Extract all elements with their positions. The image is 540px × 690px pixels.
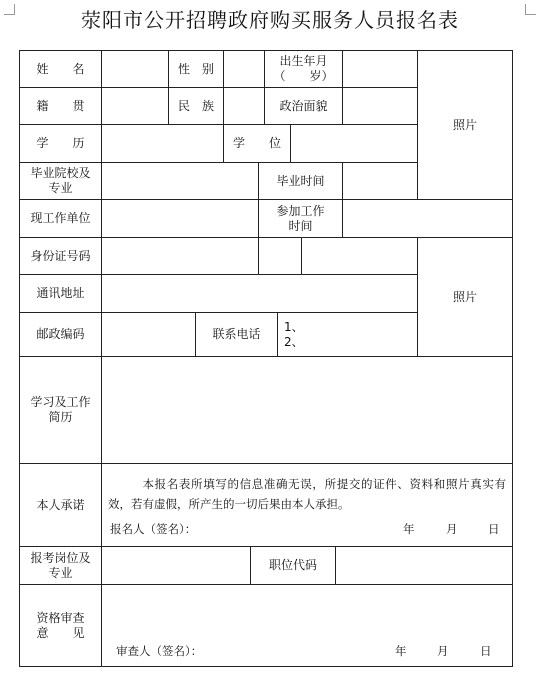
phone-field[interactable]: 1、 2、 [277, 312, 418, 357]
postcode-field[interactable] [101, 312, 196, 357]
address-field[interactable] [101, 274, 418, 313]
position-code-field[interactable] [335, 546, 513, 585]
phone-label: 联系电话 [195, 312, 278, 357]
birth-field[interactable] [342, 50, 418, 88]
native-place-field[interactable] [101, 87, 169, 125]
education-field[interactable] [101, 124, 224, 163]
photo-box-2[interactable]: 照片 [417, 237, 513, 357]
review-year-label: 年 [395, 644, 407, 658]
name-label: 姓 名 [19, 50, 102, 88]
reviewer-signature-label[interactable]: 审查人（签名）： [116, 644, 203, 658]
political-status-label: 政治面貌 [264, 87, 343, 125]
birth-label: 出生年月 （ 岁） [264, 50, 343, 88]
education-label: 学 历 [19, 124, 102, 163]
position-field[interactable] [101, 546, 251, 585]
graduation-time-field[interactable] [342, 162, 418, 200]
id-number-field[interactable] [101, 237, 259, 275]
degree-field[interactable] [290, 124, 418, 163]
applicant-signature-label[interactable]: 报名人（签名）： [110, 522, 197, 536]
photo-box-1[interactable]: 照片 [417, 50, 513, 200]
ethnicity-field[interactable] [223, 87, 265, 125]
school-major-field[interactable] [101, 162, 259, 200]
id-number-extra-field-2[interactable] [301, 237, 418, 275]
school-major-label: 毕业院校及 专业 [19, 162, 102, 200]
ethnicity-label: 民 族 [168, 87, 224, 125]
gender-label: 性 别 [168, 50, 224, 88]
name-field[interactable] [101, 50, 169, 88]
review-month-label: 月 [437, 644, 449, 658]
work-start-label: 参加工作 时间 [258, 199, 343, 238]
id-number-label: 身份证号码 [19, 237, 102, 275]
workplace-label: 现工作单位 [19, 199, 102, 238]
graduation-time-label: 毕业时间 [258, 162, 343, 200]
postcode-label: 邮政编码 [19, 312, 102, 357]
position-label: 报考岗位及 专业 [19, 546, 102, 585]
review-label: 资格审查 意 见 [19, 584, 102, 667]
id-number-extra-field[interactable] [258, 237, 302, 275]
gender-field[interactable] [223, 50, 265, 88]
workplace-field[interactable] [101, 199, 259, 238]
work-start-field[interactable] [342, 199, 513, 238]
position-code-label: 职位代码 [250, 546, 336, 585]
applicant-day-label: 日 [488, 522, 500, 536]
applicant-year-label: 年 [403, 522, 415, 536]
commitment-text: 本报名表所填写的信息准确无误，所提交的证件、资料和照片真实有效，若有虚假，所产生的一切后果由本人承担。 [108, 477, 506, 511]
resume-label: 学习及工作 简历 [19, 356, 102, 464]
commitment-label: 本人承诺 [19, 463, 102, 547]
applicant-month-label: 月 [446, 522, 458, 536]
form-title: 荥阳市公开招聘政府购买服务人员报名表 [81, 8, 459, 32]
political-status-field[interactable] [342, 87, 418, 125]
degree-label: 学 位 [223, 124, 291, 163]
resume-field[interactable] [101, 356, 513, 464]
native-place-label: 籍 贯 [19, 87, 102, 125]
address-label: 通讯地址 [19, 274, 102, 313]
review-day-label: 日 [480, 644, 492, 658]
